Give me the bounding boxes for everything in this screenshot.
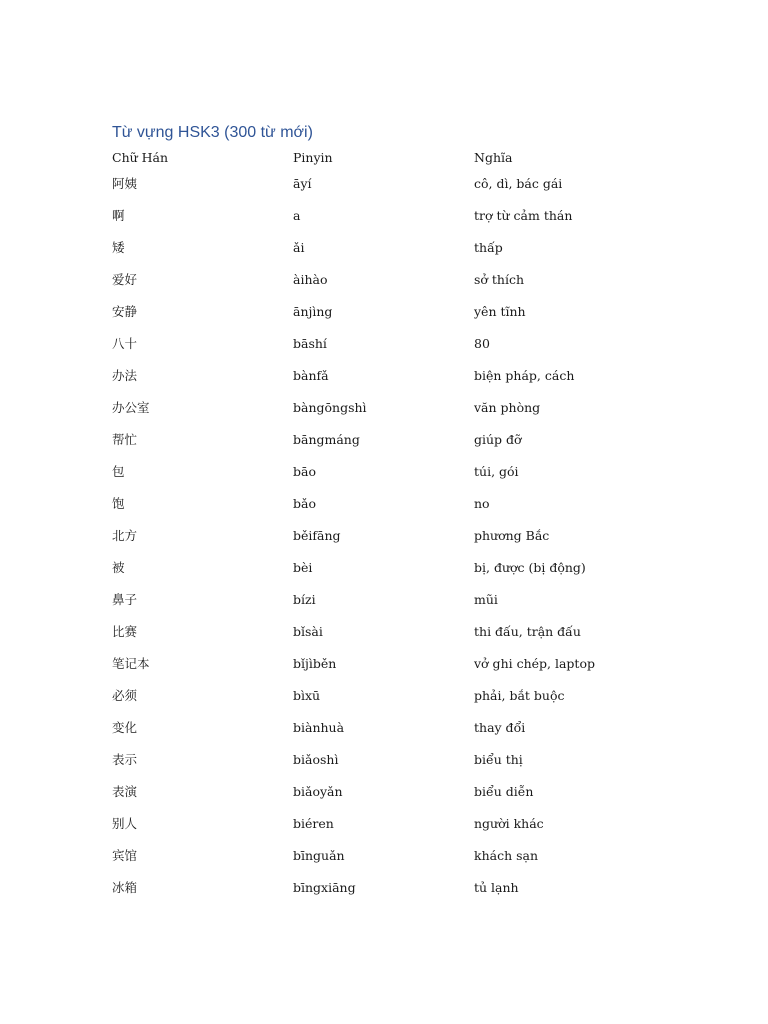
hanzi-cell: 笔记本 — [112, 656, 150, 671]
pinyin-cell: bàngōngshì — [293, 400, 367, 415]
pinyin-cell: bèi — [293, 560, 313, 575]
hanzi-cell: 八十 — [112, 336, 138, 351]
pinyin-cell: bāo — [293, 464, 316, 479]
hanzi-cell: 比赛 — [112, 624, 138, 639]
pinyin-cell: bǐjìběn — [293, 656, 337, 671]
table-body — [112, 174, 672, 910]
meaning-cell: người khác — [474, 816, 544, 831]
meaning-cell: túi, gói — [474, 464, 519, 479]
table-row — [112, 366, 672, 398]
meaning-cell: thấp — [474, 240, 503, 255]
table-row — [112, 494, 672, 526]
table-row — [112, 590, 672, 622]
meaning-cell: yên tĩnh — [474, 304, 526, 319]
hanzi-cell: 办法 — [112, 368, 138, 383]
hanzi-cell: 变化 — [112, 720, 138, 735]
meaning-cell: biểu thị — [474, 752, 523, 767]
table-row — [112, 814, 672, 846]
table-row — [112, 718, 672, 750]
hanzi-cell: 冰箱 — [112, 880, 138, 895]
table-row — [112, 782, 672, 814]
meaning-cell: văn phòng — [474, 400, 541, 415]
table-row — [112, 238, 672, 270]
meaning-cell: cô, dì, bác gái — [474, 176, 563, 191]
meaning-cell: bị, được (bị động) — [474, 560, 586, 575]
hanzi-cell: 饱 — [112, 496, 125, 511]
table-row — [112, 622, 672, 654]
pinyin-cell: bǎo — [293, 496, 316, 511]
meaning-cell: biểu diễn — [474, 784, 534, 799]
table-header-row — [112, 148, 672, 174]
hanzi-cell: 北方 — [112, 528, 138, 543]
meaning-cell: giúp đỡ — [474, 432, 522, 447]
hanzi-cell: 啊 — [112, 208, 125, 223]
hanzi-cell: 包 — [112, 464, 125, 479]
hanzi-cell: 宾馆 — [112, 848, 138, 863]
meaning-cell: khách sạn — [474, 848, 539, 863]
hanzi-cell: 鼻子 — [112, 592, 138, 607]
pinyin-cell: biànhuà — [293, 720, 345, 735]
meaning-cell: phải, bắt buộc — [474, 688, 565, 703]
table-row — [112, 750, 672, 782]
table-row — [112, 846, 672, 878]
hanzi-cell: 必须 — [112, 688, 138, 703]
pinyin-cell: bāngmáng — [293, 432, 360, 447]
pinyin-cell: bīnguǎn — [293, 848, 345, 863]
meaning-cell: sở thích — [474, 272, 525, 287]
table-row — [112, 686, 672, 718]
table-row — [112, 654, 672, 686]
table-row — [112, 462, 672, 494]
table-row — [112, 206, 672, 238]
meaning-cell: 80 — [474, 336, 490, 351]
table-row — [112, 878, 672, 910]
pinyin-cell: bǐsài — [293, 624, 323, 639]
meaning-cell: thi đấu, trận đấu — [474, 624, 581, 639]
pinyin-cell: a — [293, 208, 301, 223]
meaning-cell: mũi — [474, 592, 498, 607]
hanzi-cell: 帮忙 — [112, 432, 138, 447]
hanzi-cell: 爱好 — [112, 272, 138, 287]
hanzi-cell: 别人 — [112, 816, 138, 831]
vocabulary-table — [112, 148, 672, 910]
hanzi-cell: 表演 — [112, 784, 138, 799]
meaning-cell: phương Bắc — [474, 528, 550, 543]
table-row — [112, 302, 672, 334]
hanzi-cell: 表示 — [112, 752, 138, 767]
pinyin-cell: biǎoyǎn — [293, 784, 343, 799]
hanzi-cell: 阿姨 — [112, 176, 138, 191]
pinyin-cell: biǎoshì — [293, 752, 339, 767]
table-row — [112, 558, 672, 590]
document-heading: Từ vựng HSK3 (300 từ mới) — [112, 124, 313, 141]
table-row — [112, 430, 672, 462]
table-row — [112, 270, 672, 302]
pinyin-cell: bízi — [293, 592, 316, 607]
hanzi-cell: 被 — [112, 560, 125, 575]
pinyin-cell: āyí — [293, 176, 312, 191]
pinyin-cell: bīngxiāng — [293, 880, 356, 895]
meaning-cell: biện pháp, cách — [474, 368, 575, 383]
pinyin-cell: bànfǎ — [293, 368, 329, 383]
table-row — [112, 398, 672, 430]
hanzi-cell: 安静 — [112, 304, 138, 319]
meaning-cell: trợ từ cảm thán — [474, 208, 573, 223]
column-header-pinyin: Pinyin — [293, 150, 333, 165]
hanzi-cell: 矮 — [112, 240, 125, 255]
pinyin-cell: biéren — [293, 816, 334, 831]
table-row — [112, 334, 672, 366]
meaning-cell: vở ghi chép, laptop — [474, 656, 595, 671]
pinyin-cell: ānjìng — [293, 304, 333, 319]
hanzi-cell: 办公室 — [112, 400, 150, 415]
pinyin-cell: ǎi — [293, 240, 305, 255]
table-row — [112, 174, 672, 206]
pinyin-cell: bìxū — [293, 688, 321, 703]
table-row — [112, 526, 672, 558]
pinyin-cell: bāshí — [293, 336, 327, 351]
meaning-cell: no — [474, 496, 490, 511]
meaning-cell: tủ lạnh — [474, 880, 519, 895]
pinyin-cell: běifāng — [293, 528, 341, 543]
column-header-meaning: Nghĩa — [474, 150, 513, 165]
meaning-cell: thay đổi — [474, 720, 526, 735]
pinyin-cell: àihào — [293, 272, 328, 287]
column-header-hanzi: Chữ Hán — [112, 150, 169, 165]
